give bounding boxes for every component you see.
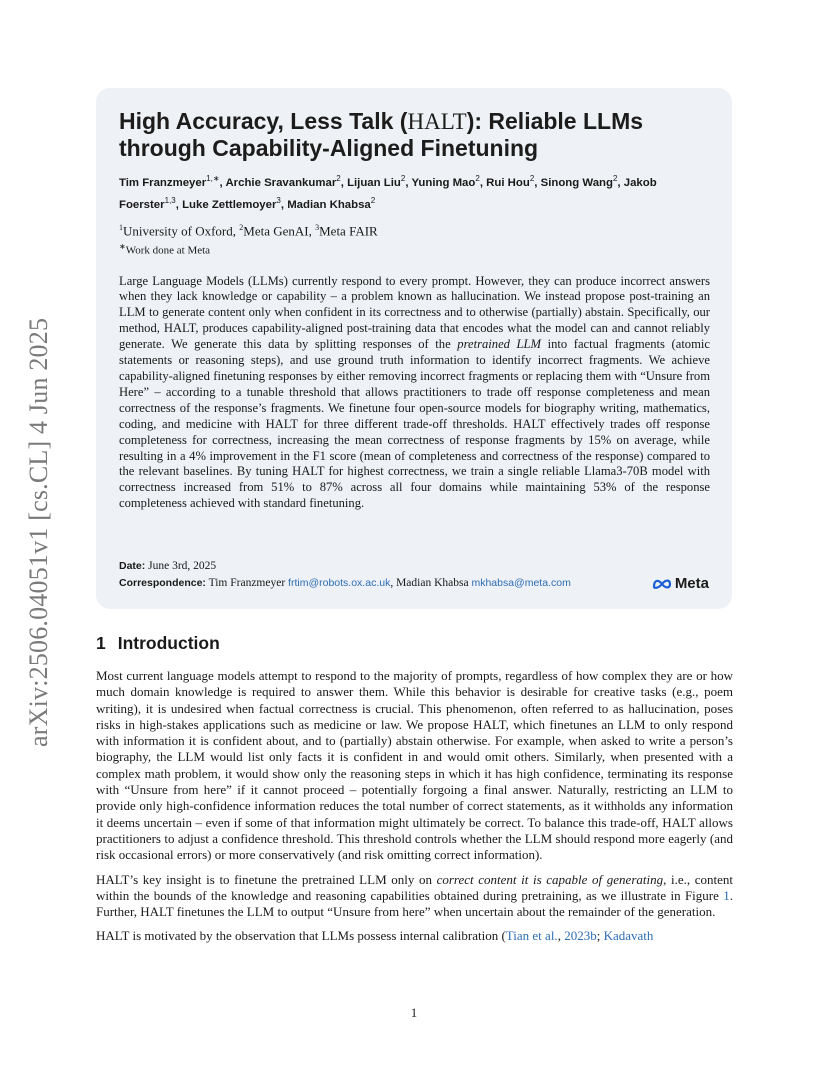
author: Sinong Wang$^2$ — [540, 174, 618, 189]
author: Madian Khabsa$^2$ — [287, 195, 376, 211]
title-part-1: High Accuracy, Less Talk ( — [119, 108, 408, 134]
section-heading: 1 Introduction — [96, 633, 220, 653]
author: Jakob Foerster$^{1,3}$ — [119, 176, 657, 211]
page-number: 1 — [410, 1006, 418, 1020]
meta-logo-text: Meta — [674, 575, 709, 592]
correspondence-line: Correspondence: Tim Franzmeyer frtim@robots.ox.ac.uk, Madian Khabsa mkhabsa@meta.com — [119, 577, 571, 589]
meta-infinity-icon — [652, 578, 672, 590]
author: Rui Hou$^2$ — [486, 174, 535, 189]
affiliations: $^1$University of Oxford, $^2$Meta GenAI, $^3$Meta FAIR — [119, 222, 378, 238]
meta-logo — [652, 575, 709, 592]
citation-link[interactable]: 2023b — [564, 928, 597, 944]
author: Lijuan Liu$^2$ — [347, 174, 406, 189]
figure-reference[interactable]: 1 — [723, 887, 730, 903]
abstract: Large Language Models (LLMs) currently respond to every prompt. However, they can produce incorrect answers when they lack knowledge or capability – a problem known as hallucination. We instead propose post-training an LLM to generate content only when confident in its correctness and to otherwise (partially) abstain. Specifically, our method, HALT, produces capability-aligned post-training data that encodes what the model can and cannot reliably generate. We generate this data by splitting responses of the pretrained LLM into factual fragments (atomic statements or reasoning steps), and use ground truth information to identify incorrect fragments. We achieve capability-aligned finetuning responses by either removing incorrect fragments or replacing them with “Unsure from Here” – according to a tunable threshold that allows practitioners to trade off response completeness and mean correctness of the response’s fragments. We finetune four open-source models for biography writing, mathematics, coding, and medicine with HALT for three different trade-off thresholds. HALT effectively trades off response completeness for correctness, increasing the mean correctness of response fragments by 15% on average, while resulting in a 4% improvement in the F1 score (mean of completeness and correctness of the response) compared to the relevant baselines. By tuning HALT for highest correctness, we train a single reliable Llama3-70B model with correctness increased from 51% to 87% across all four domains while maintaining 53% of the response completeness achieved with standard finetuning. — [119, 273, 710, 511]
date-line: Date: June 3rd, 2025 — [119, 560, 217, 572]
arxiv-identifier: arXiv:2506.04051v1 [cs.CL] 4 Jun 2025 — [24, 317, 53, 747]
email-link[interactable]: mkhabsa@meta.com — [471, 577, 571, 589]
date-correspondence-block — [119, 558, 709, 592]
footnote-work-at-meta: ∗Work done at Meta — [119, 241, 211, 257]
citation-link[interactable]: Tian et al. — [505, 928, 558, 944]
paragraph: HALT’s key insight is to finetune the pretrained LLM only on correct content it is capable of generating, i.e., content within the bounds of the knowledge and reasoning capabilities obtained during pretraining, as we illustrate in Figure 1. Further, HALT finetunes the LLM to output “Unsure from here” when uncertain about the remainder of the generation. — [96, 871, 733, 920]
body-text — [96, 668, 733, 953]
author: Luke Zettlemoyer$^3$ — [182, 195, 281, 211]
author: Yuning Mao$^2$ — [411, 174, 480, 189]
paragraph: Most current language models attempt to respond to the majority of prompts, regardless of how complex they are or how much domain knowledge is required to answer them. While this behavior is desirable for creative tasks (e.g., poem writing), it is undesired when factual correctness is crucial. This phenomenon, often referred to as hallucination, poses risks in high-stakes applications such as medicine or law. We propose HALT, which finetunes an LLM to only respond with information it is confident about, and to (partially) abstain otherwise. For example, when asked to write a person’s biography, the LLM would list only facts it is confident in and would omit others. Similarly, when presented with a complex math problem, it would show only the reasoning steps in which it has high confidence, terminating its response with “Unsure from here” if it cannot proceed – potentially forgoing a final answer. Naturally, restricting an LLM to provide only high-confidence information reduces the total number of correct statements, as it withholds any information it deems uncertain – even if some of that information might ultimately be correct. To balance this trade-off, HALT allows practitioners to adjust a confidence threshold. This threshold controls whether the LLM should respond more eagerly (and risk occasional errors) or more conservatively (and risk omitting correct information). — [96, 668, 733, 863]
title-card — [96, 88, 732, 609]
paper-title — [119, 108, 710, 162]
author-list: Tim Franzmeyer$^{1,∗}$, Archie Sravankumar$^2$, Lijuan Liu$^2$, Yuning Mao$^2$, Rui Hou$^2$, Sinong Wang$^2$, Jakob Foerster$^{1,3}$, Luke Zettlemoyer$^3$, Madian Khabsa$^2$ — [119, 174, 657, 211]
author: Archie Sravankumar$^2$ — [225, 174, 341, 189]
email-link[interactable]: frtim@robots.ox.ac.uk — [288, 577, 391, 589]
paragraph: HALT is motivated by the observation that LLMs possess internal calibration (Tian et al., 2023b; Kadavath — [96, 928, 654, 944]
author: Tim Franzmeyer$^{1,∗}$ — [119, 174, 220, 189]
title-halt: HALT — [407, 109, 467, 134]
citation-link[interactable]: Kadavath — [603, 928, 654, 944]
title-part-2: ): Reliable LLMs through Capability-Aligned Finetuning — [119, 108, 644, 161]
